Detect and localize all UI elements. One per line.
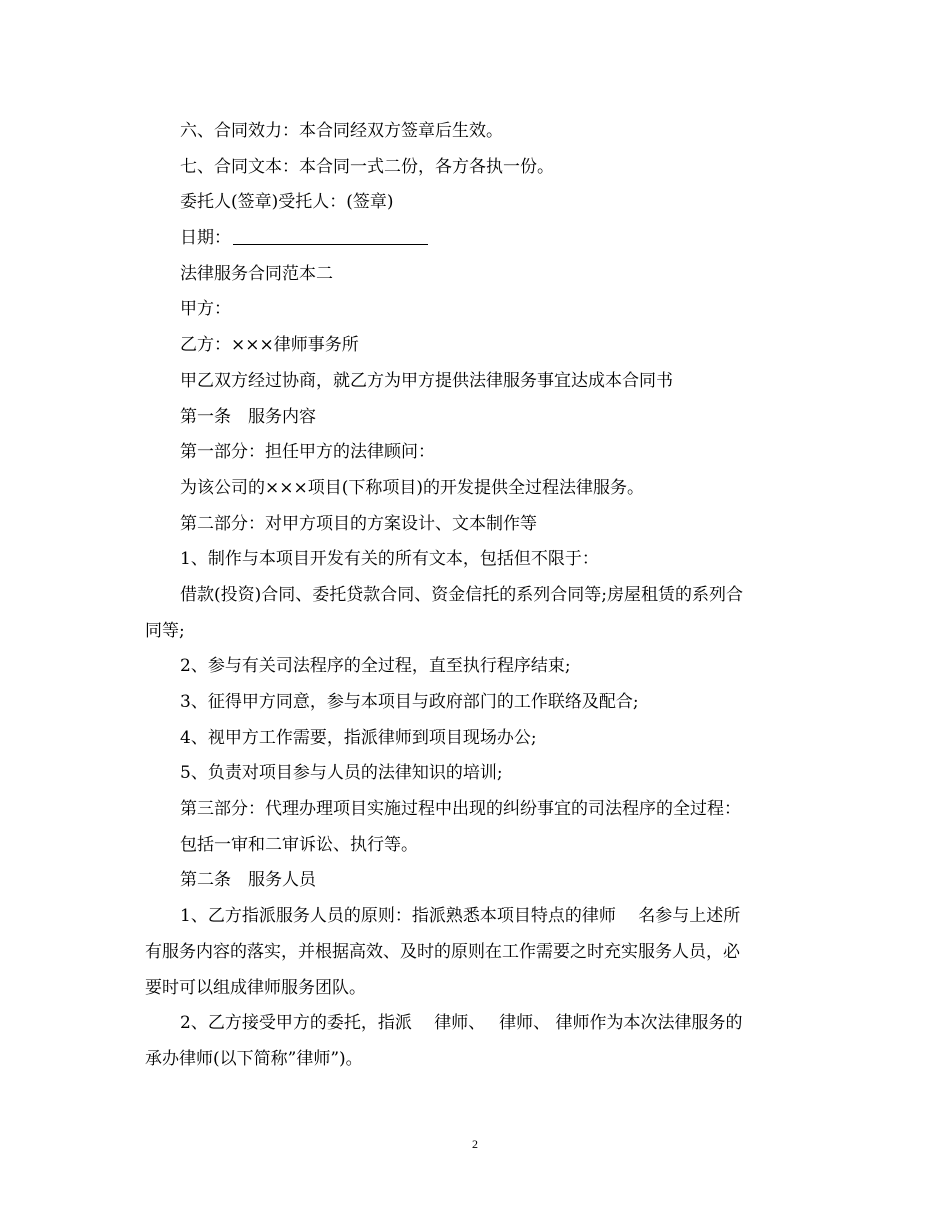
party-a-line [145,292,810,328]
line-text: 1、制作与本项目开发有关的所有文本，包括但不限于： [180,549,599,570]
line-text: 同等; [145,620,185,641]
line-text: 承办律师(以下简称”律师”)。 [145,1048,363,1069]
article-two-heading [145,863,810,899]
line-text: 乙方：×××律师事务所 [180,335,359,356]
list-item-2 [145,649,810,685]
line-text: 要时可以组成律师服务团队。 [145,977,366,998]
clause-contract-validity [145,114,810,150]
list-item-3 [145,685,810,721]
line-text: 为该公司的×××项目(下称项目)的开发提供全过程法律服务。 [180,477,644,498]
part-three-heading [145,792,810,828]
paragraph-line-continuation [145,971,810,1007]
line-text: 2、参与有关司法程序的全过程，直至执行程序结束; [180,656,571,677]
line-text: 第一部分：担任甲方的法律顾问： [180,442,435,463]
paragraph-line-continuation [145,1042,810,1078]
line-text: 法律服务合同范本二 [180,263,333,284]
line-text: 第二部分：对甲方项目的方案设计、文本制作等 [180,513,537,534]
line-text: 七、合同文本：本合同一式二份，各方各执一份。 [180,156,554,177]
list-item-4 [145,721,810,757]
line-text: 包括一审和二审诉讼、执行等。 [180,834,418,855]
list-item-5 [145,756,810,792]
part-one-heading [145,435,810,471]
line-text: 甲乙双方经过协商，就乙方为甲方提供法律服务事宜达成本合同书 [180,370,673,391]
date-line [145,221,810,257]
line-text: 第二条 服务人员 [180,870,316,891]
date-blank [233,226,428,245]
line-text: 甲方： [180,299,231,320]
article-one-heading [145,400,810,436]
line-text: 六、合同效力：本合同经双方签章后生效。 [180,121,503,141]
signature-line [145,185,810,221]
party-b-line [145,328,810,364]
paragraph-line-continuation [145,935,810,971]
part-three-body [145,828,810,864]
line-text: 5、负责对项目参与人员的法律知识的培训; [180,763,503,784]
section-heading-template-two [145,257,810,293]
paragraph-line [145,1006,810,1042]
line-text: 3、征得甲方同意，参与本项目与政府部门的工作联络及配合; [180,692,639,712]
date-label: 日期： [180,228,231,249]
line-text: 借款(投资)合同、委托贷款合同、资金信托的系列合同等;房屋租赁的系列合 [180,584,743,605]
preamble-line [145,364,810,400]
line-text: 第三部分：代理办理项目实施过程中出现的纠纷事宜的司法程序的全过程： [180,799,741,820]
line-text: 4、视甲方工作需要，指派律师到项目现场办公; [180,727,537,748]
line-text: 1、乙方指派服务人员的原则：指派熟悉本项目特点的律师 名参与上述所 [180,906,741,927]
list-item-1 [145,542,810,578]
part-one-body [145,471,810,507]
paragraph-line [145,578,810,614]
line-text: 第一条 服务内容 [180,406,316,427]
page-number: 2 [472,1137,478,1151]
line-text: 有服务内容的落实，并根据高效、及时的原则在工作需要之时充实服务人员，必 [145,941,740,962]
paragraph-line [145,899,810,935]
part-two-heading [145,507,810,543]
line-text: 2、乙方接受甲方的委托，指派 律师、 律师、 律师作为本次法律服务的 [180,1013,743,1034]
line-text: 委托人(签章)受托人：(签章) [180,192,394,213]
document-body [145,114,810,1078]
clause-contract-copies [145,150,810,186]
paragraph-line-continuation [145,614,810,650]
